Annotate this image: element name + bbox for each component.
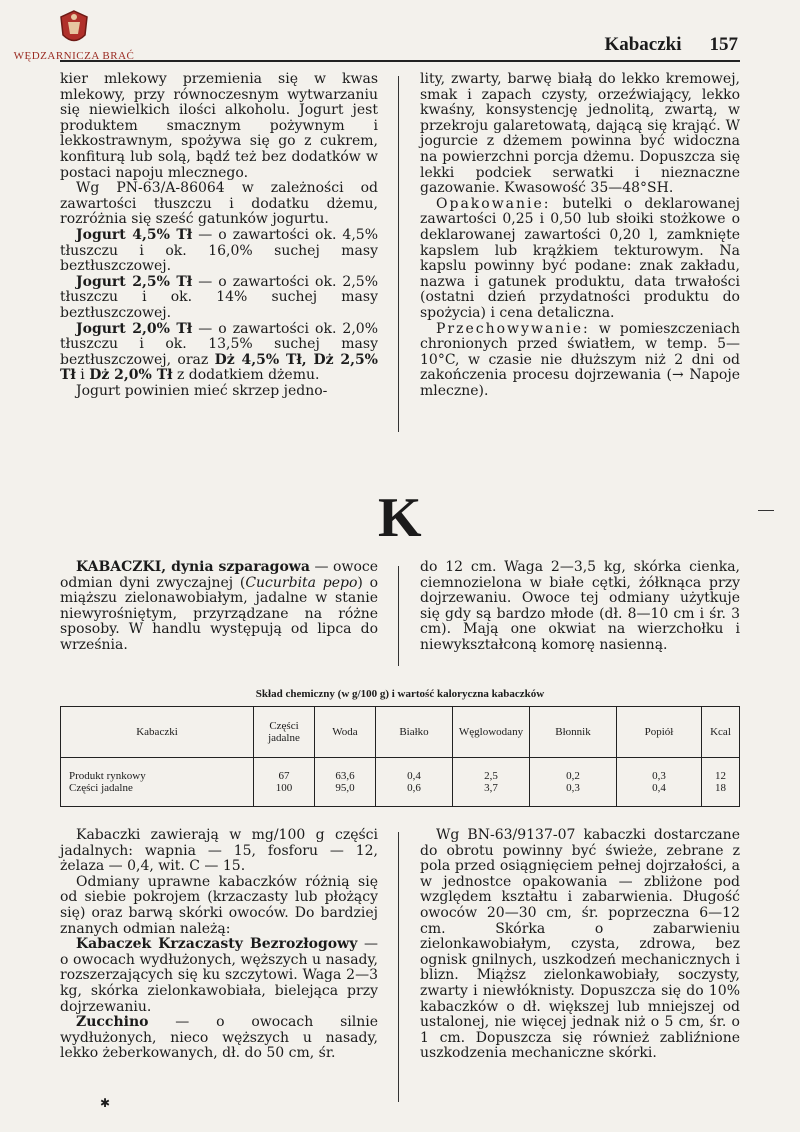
cell-group bbox=[453, 758, 530, 807]
term-bold: Jogurt 2,0% Tł bbox=[76, 320, 193, 337]
column-header: Części jadalne bbox=[254, 707, 315, 758]
cell: 0,4 bbox=[407, 770, 421, 782]
cell: 18 bbox=[715, 782, 726, 794]
definition-text: i bbox=[75, 367, 90, 384]
cell: 2,5 bbox=[484, 770, 498, 782]
row-labels bbox=[61, 758, 254, 807]
paragraph: Jogurt powinien mieć skrzep jedno- bbox=[76, 382, 328, 399]
definition-text: — o zawartości ok. 2,0% tłuszczu i ok. 13,5% suchej masy beztłuszczowej, oraz bbox=[60, 320, 378, 368]
section-label: Przechowywanie: bbox=[436, 320, 590, 337]
running-header bbox=[604, 34, 738, 56]
variety-name: Kabaczek Krzaczasty Bezrozłogowy bbox=[76, 936, 358, 953]
term-bold: Dż 2,0% Tł bbox=[89, 367, 173, 384]
entry-headword: KABACZKI, dynia szparagowa bbox=[76, 559, 310, 575]
cell: Produkt rynkowy bbox=[69, 770, 146, 782]
variety-text: — o owocach silnie wydłużonych, nieco węższych u nasady, lekko żeberkowanych, dł. do 50 cm, śr. bbox=[60, 1014, 378, 1062]
entry-left-column bbox=[60, 560, 378, 654]
term-bold: Jogurt 4,5% Tł bbox=[76, 226, 193, 243]
paragraph bbox=[60, 937, 378, 1015]
column-header: Białko bbox=[376, 707, 453, 758]
paragraph: lity, zwarty, barwę białą do lekko kremowej, smak i zapach czysty, orzeźwiający, lekko kwaśny, konsystencję jednolitą, zwartą, w przekroju galaretowatą, dającą się krająć. W jogurcie z dżemem powinna być widoczna na powierzchni porcja dżemu. Dopuszcza się lekki podciek serwatki i nieznaczne gazowanie. Kwasowość 35—48°SH. bbox=[420, 71, 740, 197]
cell: 0,2 bbox=[566, 770, 580, 782]
definition-text: z dodatkiem dżemu. bbox=[172, 367, 320, 384]
top-left-column bbox=[60, 72, 378, 399]
cell: 3,7 bbox=[484, 782, 498, 794]
cell: 67 bbox=[278, 770, 290, 782]
paragraph bbox=[60, 1015, 378, 1062]
cell-group bbox=[702, 758, 740, 807]
top-right-column bbox=[420, 72, 740, 399]
definition-text: — o zawartości ok. 4,5% tłuszczu i ok. 16,0% suchej masy beztłuszczowej. bbox=[60, 226, 378, 275]
bottom-left-column bbox=[60, 828, 378, 1062]
column-header: Kabaczki bbox=[61, 707, 254, 758]
brand-name: WĘDZARNICZA BRAĆ bbox=[13, 50, 135, 62]
cell-group bbox=[530, 758, 617, 807]
paragraph bbox=[60, 275, 378, 322]
variety-name: Zucchino bbox=[76, 1014, 149, 1031]
column-divider bbox=[398, 832, 399, 1102]
definition-text: — o zawartości ok. 2,5% tłuszczu i ok. 14% suchej masy beztłuszczowej. bbox=[60, 273, 378, 321]
cell: 0,4 bbox=[652, 782, 666, 794]
term-bold: Dż 4,5% Tł, Dż 2,5% Tł bbox=[60, 351, 378, 384]
cell: 95,0 bbox=[335, 782, 355, 794]
cell: 63,6 bbox=[335, 770, 355, 782]
cell: 0,6 bbox=[407, 782, 421, 794]
entry-text: — owoce odmian dyni zwyczajnej ( bbox=[60, 559, 378, 591]
paragraph: Kabaczki zawierają w mg/100 g części jadalnych: wapnia — 15, fosforu — 12, żelaza — 0,4, wit. C — 15. bbox=[60, 827, 378, 875]
cell-group bbox=[254, 758, 315, 807]
section-text: butelki o deklarowanej zawartości 0,25 i 0,50 lub słoiki stożkowe o deklarowanej zawartości 0,20 l, zamknięte kapslem lub krążkiem tekturowym. Na kapslu powinny być podane: znak zakładu, nazwa i gatunek produktu, data trwałości (ostatni dzień przydatności produktu do spożycia) i cena detaliczna. bbox=[420, 195, 740, 321]
column-divider bbox=[398, 76, 399, 432]
brand-logo bbox=[8, 8, 140, 62]
column-header: Popiół bbox=[617, 707, 702, 758]
paragraph bbox=[60, 322, 378, 384]
running-title: Kabaczki bbox=[604, 34, 682, 55]
header-rule bbox=[60, 60, 740, 62]
paragraph: kier mlekowy przemienia się w kwas mlekowy, przy równoczesnym wytwarzaniu się niewielkich ilości alkoholu. Jogurt jest produktem smacznym pożywnym i lekkostrawnym, spożywa się go z cukrem, konfiturą lub solą, bądź też bez dodatków w postaci napoju mlecznego. bbox=[60, 71, 378, 181]
page-number: 157 bbox=[709, 34, 738, 55]
paragraph bbox=[60, 228, 378, 275]
column-header: Woda bbox=[315, 707, 376, 758]
cell: 0,3 bbox=[652, 770, 666, 782]
crest-icon bbox=[54, 8, 94, 48]
margin-mark bbox=[758, 510, 774, 511]
term-bold: Jogurt 2,5% Tł bbox=[76, 273, 193, 290]
latin-name: Cucurbita pepo bbox=[245, 574, 358, 591]
paragraph bbox=[60, 560, 378, 654]
table-caption: Skład chemiczny (w g/100 g) i wartość kaloryczna kabaczków bbox=[255, 688, 545, 700]
section-text: w pomieszczeniach chronionych przed światłem, w temp. 5—10°C, w czasie nie dłuższym niż 2 dni od zakończenia procesu dojrzewania (→ Napoje mleczne). bbox=[420, 320, 740, 399]
paragraph: Wg PN-63/A-86064 w zależności od zawartości tłuszczu i dodatku dżemu, rozróżnia się sześć gatunków jogurtu. bbox=[60, 180, 378, 228]
entry-right-column bbox=[420, 560, 740, 654]
paragraph bbox=[420, 322, 740, 400]
paragraph bbox=[420, 197, 740, 322]
paragraph: Wg BN-63/9137-07 kabaczki dostarczane do obrotu powinny być świeże, zebrane z pola przed osiągnięciem pełnej dojrzałości, a w jednostce opakowania — zbliżone pod względem kształtu i zabarwienia. Długość owoców 20—30 cm, śr. poprzeczna 6—12 cm. Skórka o zabarwieniu zielonkawobiałym, czysta, zdrowa, bez ognisk gnilnych, uszkodzeń mechanicznych i blizn. Miąższ zielonkawobiały, soczysty, zwarty i niewłóknisty. Dopuszcza się do 10% kabaczków o dł. większej lub mniejszej od ustalonej, nie więcej jednak niż o 5 cm, śr. o 1 cm. Dopuszcza się również zabliźnione uszkodzenia mechaniczne skórki. bbox=[420, 827, 740, 1062]
chemical-table bbox=[60, 706, 740, 807]
column-header: Kcal bbox=[702, 707, 740, 758]
column-header: Węglowodany bbox=[453, 707, 530, 758]
margin-star: ✱ bbox=[100, 1096, 111, 1110]
section-label: Opakowanie: bbox=[436, 195, 551, 212]
paragraph: do 12 cm. Waga 2—3,5 kg, skórka cienka, ciemnozielona w białe cętki, żółknąca przy dojrzewaniu. Owoce tej odmiany użytkuje się gdy są bardzo młode (dł. 8—10 cm i śr. 3 cm). Mają one okwiat na wierzchołku i niewykształconą komorę nasienną. bbox=[420, 559, 740, 653]
cell: 0,3 bbox=[566, 782, 580, 794]
table-header-row bbox=[61, 707, 740, 758]
column-divider bbox=[398, 566, 399, 666]
cell: 100 bbox=[275, 782, 293, 794]
column-header: Błonnik bbox=[530, 707, 617, 758]
cell-group bbox=[315, 758, 376, 807]
paragraph: Odmiany uprawne kabaczków różnią się od siebie pokrojem (krzaczasty lub płożący się) oraz barwą skórki owoców. Do bardziej znanych odmian należą: bbox=[60, 873, 378, 937]
cell: Części jadalne bbox=[69, 782, 133, 794]
bottom-right-column bbox=[420, 828, 740, 1062]
cell-group bbox=[376, 758, 453, 807]
variety-text: — o owocach wydłużonych, węższych u nasady, rozszerzających się ku szczytowi. Waga 2—3 kg, skórka zielonkawobiała, bielejąca przy dojrzewaniu. bbox=[60, 936, 379, 1015]
cell-group bbox=[617, 758, 702, 807]
entry-text: ) o miąższu zielonawobiałym, jadalne w stanie niewyrośniętym, przyrządzane na różne sposoby. W handlu występują od lipca do września. bbox=[60, 574, 379, 653]
section-letter: K bbox=[378, 487, 422, 549]
cell: 12 bbox=[715, 770, 726, 782]
table-row bbox=[61, 758, 740, 807]
